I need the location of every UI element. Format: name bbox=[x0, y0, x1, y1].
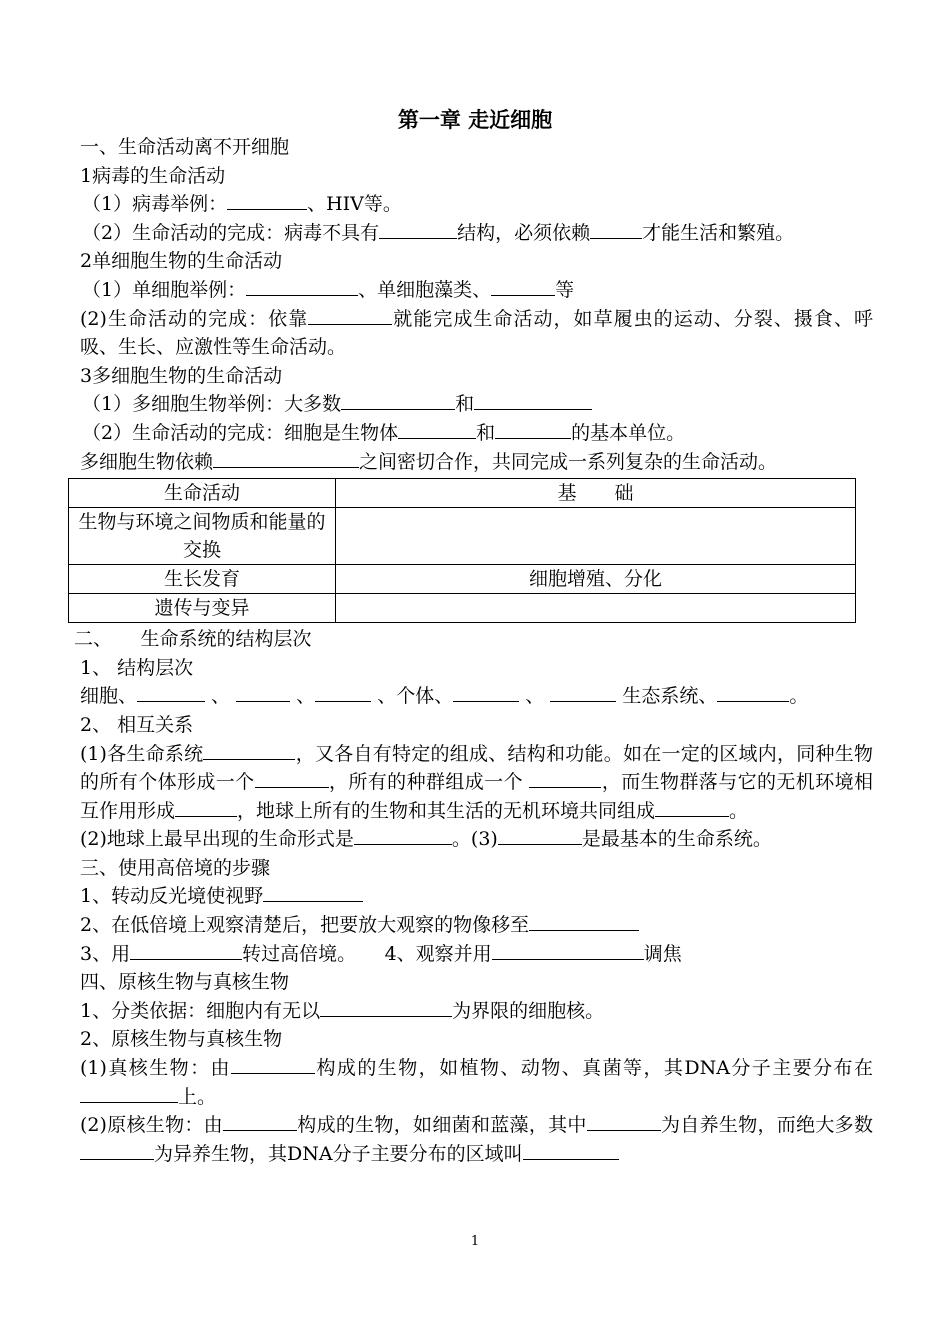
table-header-row bbox=[69, 479, 856, 508]
blank[interactable] bbox=[80, 1083, 178, 1103]
blank[interactable] bbox=[227, 190, 307, 210]
blank[interactable] bbox=[529, 768, 601, 788]
unicellular-examples: （1）单细胞举例： 、单细胞藻类、 等 bbox=[80, 276, 873, 305]
blank[interactable] bbox=[236, 682, 290, 702]
virus-title: 1病毒的生命活动 bbox=[80, 164, 226, 187]
eukaryote-paragraph: (1)真核生物：由 构成的生物，如植物、动物、真菌等，其DNA分子主要分布在上。 bbox=[80, 1054, 873, 1111]
blank[interactable] bbox=[255, 768, 329, 788]
section-3-heading: 三、使用高倍境的步骤 bbox=[80, 856, 271, 879]
blank[interactable] bbox=[398, 419, 476, 439]
multicellular-title: 3多细胞生物的生命活动 bbox=[80, 364, 283, 387]
blank[interactable] bbox=[320, 997, 452, 1017]
blank[interactable] bbox=[80, 1140, 154, 1160]
prokaryote-eukaryote-title: 2、原核生物与真核生物 bbox=[80, 1028, 283, 1051]
table-header: 生命活动 bbox=[69, 479, 336, 508]
section-1-heading: 一、生命活动离不开细胞 bbox=[80, 136, 290, 158]
blank[interactable] bbox=[130, 940, 242, 960]
prokaryote-paragraph: (2)原核生物：由 构成的生物，如细菌和蓝藻，其中 为自养生物，而绝大多数为异养生物，其DNA分子主要分布的区域叫 bbox=[80, 1111, 873, 1168]
multicellular-examples: （1）多细胞生物举例：大多数 和 bbox=[80, 390, 873, 419]
unicellular-title: 2单细胞生物的生命活动 bbox=[80, 250, 283, 273]
blank[interactable] bbox=[379, 219, 457, 239]
table-cell: 生长发育 bbox=[69, 565, 336, 594]
classification-basis: 1、分类依据：细胞内有无以 为界限的细胞核。 bbox=[80, 997, 873, 1026]
table-row bbox=[69, 594, 856, 623]
blank[interactable] bbox=[498, 825, 582, 845]
relations-paragraph: (1)各生命系统 ，又各自有特定的组成、结构和功能。如在一定的区域内，同种生物的所有个体形成一个 ，所有的种群组成一个 ，而生物群落与它的无机环境相互作用形成 ，地球上所有的生物和其生活的无机环境共同组成 。 bbox=[80, 740, 873, 826]
blank[interactable] bbox=[529, 911, 639, 931]
blank[interactable] bbox=[523, 1140, 619, 1160]
table-cell: 遗传与变异 bbox=[69, 594, 336, 623]
blank[interactable] bbox=[308, 305, 392, 325]
earliest-life-form: (2)地球上最早出现的生命形式是 。(3) 是最基本的生命系统。 bbox=[80, 825, 873, 854]
unicellular-life: (2)生命活动的完成：依靠 就能完成生命活动，如草履虫的运动、分裂、摄食、呼吸、生长、应激性等生命活动。 bbox=[80, 305, 873, 362]
blank[interactable] bbox=[474, 390, 592, 410]
table-row bbox=[69, 565, 856, 594]
blank[interactable] bbox=[263, 882, 363, 902]
blank[interactable] bbox=[495, 419, 571, 439]
structure-levels-title: 1、 结构层次 bbox=[80, 656, 194, 679]
relations-title: 2、 相互关系 bbox=[80, 713, 194, 736]
virus-life: （2）生命活动的完成：病毒不具有 结构，必须依赖 才能生活和繁殖。 bbox=[80, 219, 873, 248]
blank[interactable] bbox=[453, 682, 519, 702]
blank[interactable] bbox=[341, 390, 455, 410]
blank[interactable] bbox=[223, 1111, 297, 1131]
step-1: 1、转动反光境使视野 bbox=[80, 882, 873, 911]
multicellular-life: （2）生命活动的完成：细胞是生物体 和 的基本单位。 bbox=[80, 419, 873, 448]
blank[interactable] bbox=[231, 1054, 315, 1074]
structure-levels: 细胞、 、 、 、个体、 、 生态系统、 。 bbox=[80, 682, 873, 711]
table-row bbox=[69, 508, 856, 565]
page-number: 1 bbox=[470, 1234, 480, 1249]
table-cell[interactable] bbox=[336, 508, 856, 565]
step-3-4: 3、用 转过高倍境。 4、观察并用 调焦 bbox=[80, 940, 873, 969]
blank[interactable] bbox=[246, 276, 358, 296]
step-2: 2、在低倍境上观察清楚后，把要放大观察的物像移至 bbox=[80, 911, 873, 940]
blank[interactable] bbox=[315, 682, 371, 702]
blank[interactable] bbox=[550, 682, 616, 702]
blank[interactable] bbox=[590, 219, 642, 239]
section-2-heading: 二、 生命系统的结构层次 bbox=[74, 628, 312, 651]
table-cell: 细胞增殖、分化 bbox=[336, 565, 856, 594]
virus-examples: （1）病毒举例： 、HIV等。 bbox=[80, 190, 873, 219]
table-header: 基 础 bbox=[336, 479, 856, 508]
blank[interactable] bbox=[655, 797, 729, 817]
section-4-heading: 四、原核生物与真核生物 bbox=[80, 971, 290, 994]
chapter-title: 第一章 走近细胞 bbox=[397, 108, 553, 132]
blank[interactable] bbox=[175, 797, 237, 817]
blank[interactable] bbox=[492, 940, 644, 960]
blank[interactable] bbox=[717, 682, 789, 702]
table-cell: 生物与环境之间物质和能量的交换 bbox=[69, 508, 336, 565]
blank[interactable] bbox=[213, 448, 359, 468]
blank[interactable] bbox=[587, 1111, 661, 1131]
blank[interactable] bbox=[354, 825, 452, 845]
worksheet-body bbox=[74, 133, 873, 1168]
blank[interactable] bbox=[137, 682, 205, 702]
blank[interactable] bbox=[203, 740, 295, 760]
life-activity-table bbox=[68, 478, 856, 623]
table-cell[interactable] bbox=[336, 594, 856, 623]
blank[interactable] bbox=[491, 276, 555, 296]
multicellular-cooperation: 多细胞生物依赖 之间密切合作，共同完成一系列复杂的生命活动。 bbox=[80, 448, 873, 477]
